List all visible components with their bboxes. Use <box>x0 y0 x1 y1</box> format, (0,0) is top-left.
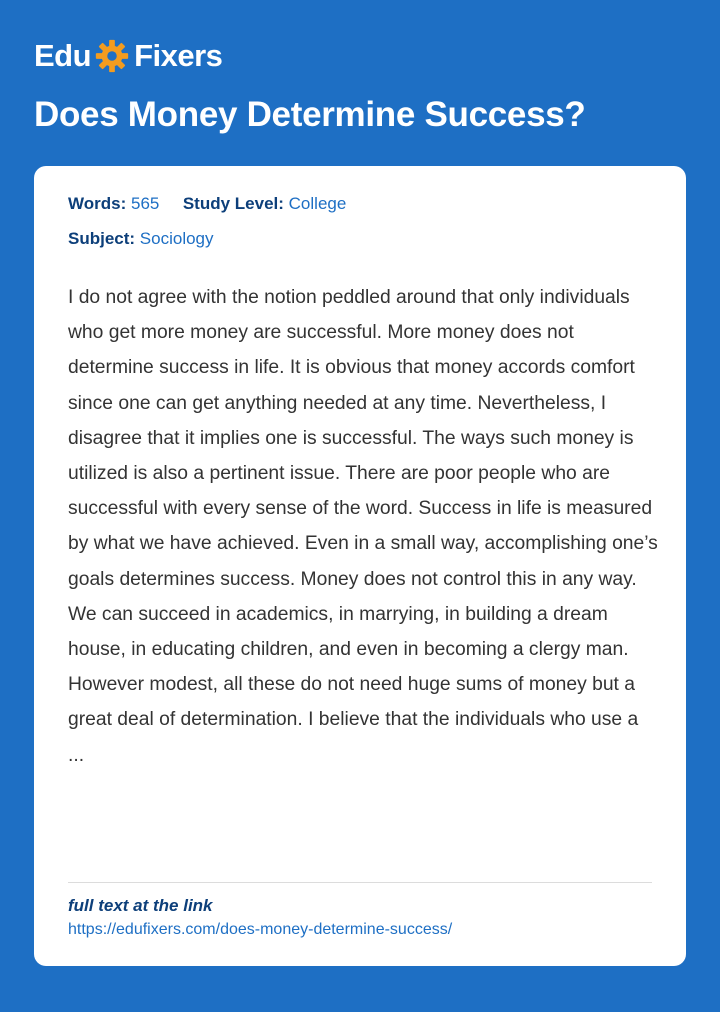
essay-excerpt: I do not agree with the notion peddled around that only individuals who get more money are successful. More money does not determine success in life. It is obvious that money accords comfort since one can get anything needed at any time. Nevertheless, I disagree that it implies one is successful. The ways such money is utilized is also a pertinent issue. There are poor people who are successful with every sense of the word. Success in life is measured by what we have achieved. Even in a small way, accomplishing one’s goals determines success. Money does not control this in any way. We can succeed in academics, in marrying, in building a dream house, in educating children, and even in becoming a clergy man. However modest, all these do not need huge sums of money but a great deal of determination. I believe that the individuals who use a ... <box>68 287 658 766</box>
page-title: Does Money Determine Success? <box>34 95 586 134</box>
meta-row-subject <box>68 229 214 249</box>
full-text-link[interactable]: https://edufixers.com/does-money-determine-success/ <box>68 921 453 938</box>
meta-row-words-level <box>68 194 346 214</box>
study-level-label: Study Level: <box>182 194 284 213</box>
full-text-link-label: full text at the link <box>68 896 213 915</box>
divider <box>68 882 652 883</box>
study-level-value: College <box>288 194 347 213</box>
essay-card <box>34 166 686 966</box>
subject-value: Sociology <box>139 229 214 248</box>
words-value: 565 <box>130 194 160 213</box>
subject-label: Subject: <box>68 229 136 248</box>
words-label: Words: <box>68 194 127 213</box>
brand-name-part2: Fixers <box>134 38 223 73</box>
brand-name-part1: Edu <box>34 38 92 73</box>
brand-logo[interactable] <box>34 34 222 78</box>
gear-icon <box>93 37 131 75</box>
